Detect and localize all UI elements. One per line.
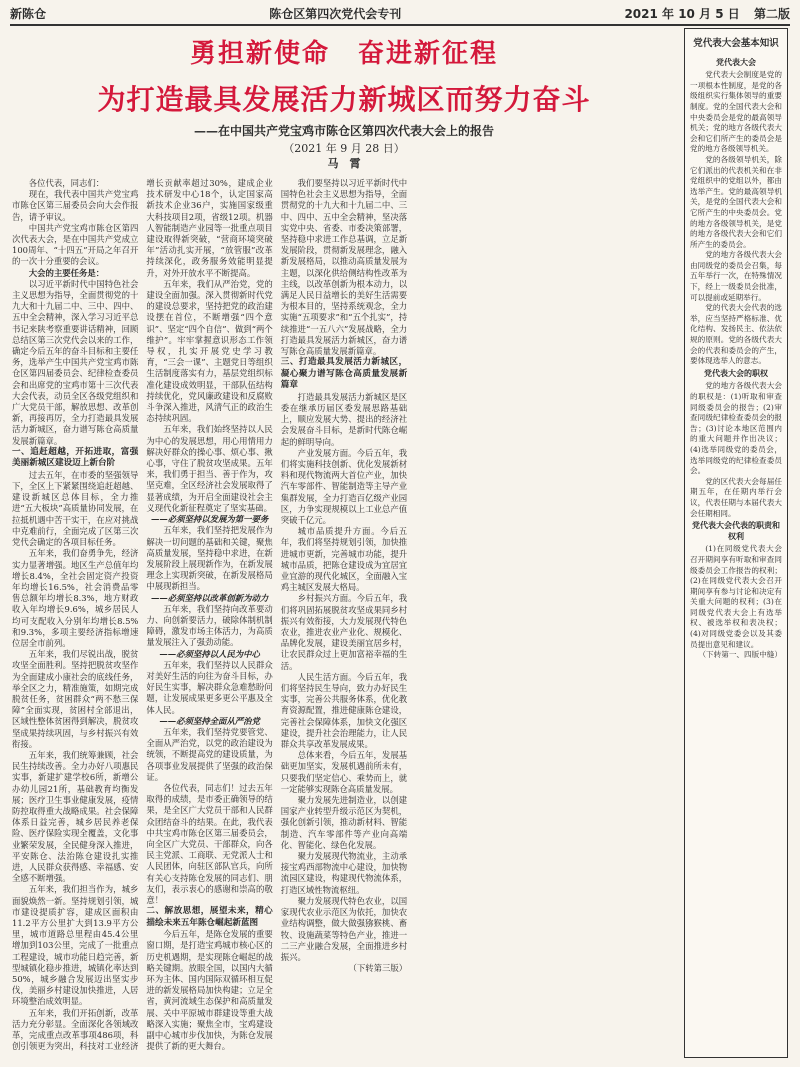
page-label: 第二版 bbox=[753, 6, 790, 21]
sidebar-section-heading: 党代表大会代表的职责和权利 bbox=[692, 521, 780, 541]
continued-note: （下转第三版） bbox=[348, 963, 408, 974]
article-paragraph: 五年来，我们担当作为，城乡面貌焕然一新。坚持规划引领，城市建设提质扩容，建成区面积由11.2平方公里扩大到13.9平方公里，城市道路总里程由45.4公里增加到103公里，完成了一批重点工程建设，城市功能日趋完善，新型城镇化稳步推进，城镇化率达到50%，城乡融合发展迈出坚实步伐，美丽乡村建设加快推进，人居环境整治成效明显。 bbox=[12, 884, 139, 1007]
article-body bbox=[12, 178, 676, 1058]
article-paragraph: 打造最具发展活力新城区是区委在继承历届区委发展思路基础上，顺应发展大势、提出的经济社会发展奋斗目标，是新时代陈仓崛起的鲜明导向。 bbox=[280, 391, 408, 447]
section-heading: 三、打造最具发展活力新城区，凝心聚力谱写陈仓高质量发展新篇章 bbox=[280, 357, 408, 391]
article-paragraph: 以习近平新时代中国特色社会主义思想为指导，全面贯彻党的十九大和十九届二中、三中、四中、五中全会精神，深入学习习近平总书记来陕考察重要讲话精神，回顾总结区第三次党代会以来的工作，确定今后五年的奋斗目标和主要任务，选举产生中国共产党宝鸡市陈仓区第四届委员会、纪律检查委员会和出席党的宝鸡市第十三次代表大会代表，动员全区各级党组织和广大党员干部，解放思想、改革创新，再接再厉，全力打造最具发展活力新城区，奋力谱写陈仓高质量发展新篇章。 bbox=[12, 278, 139, 446]
sidebar-knowledge-box bbox=[684, 28, 788, 1058]
sidebar-paragraph: (1)在同级党代表大会召开期间享有听取和审查同级委员会工作报告的权利；(2)在同级党代表大会召开期间享有参与讨论和决定有关重大问题的权利；(3)在同级党代表大会上有选举权、被选举权和表决权；(4)对同级党委会以及其委员提出意见和建议。 bbox=[690, 544, 782, 649]
special-edition-title: 陈仓区第四次党代会专刊 bbox=[269, 6, 402, 21]
article-paragraph: ——必须坚持以发展为第一要务 bbox=[150, 514, 269, 525]
article-paragraph: 今后五年，是陈仓发展的重要窗口期，是打造宝鸡城市核心区的历史机遇期，是实现陈仓崛起的战略关键期。放眼全国，以国内大循环为主体、国内国际双循环相互促进的新发展格局加快构建；立足全省，黄河流域生态保护和高质量发展、关中平原城市群建设等重大战略深入实施；聚焦全市，宝鸡建设副中心城市步伐加快，为陈仓发展提供了新的更大舞台。 bbox=[146, 929, 273, 1052]
article-paragraph: 五年来，我们始终坚持以人民为中心的发展思想，用心用情用力解决好群众的操心事、烦心事、揪心事，守住了脱贫攻坚成果。五年来，我们勇于担当、善于作为，攻坚克难，全区经济社会发展取得了显著成绩，为开启全面建设社会主义现代化新征程奠定了坚实基础。 bbox=[146, 424, 273, 513]
article-paragraph: ——必须坚持以人民为中心 bbox=[159, 648, 260, 659]
article-paragraph: 城市品质提升方面。今后五年，我们将坚持规划引领，加快推进城市更新，完善城市功能，提升城市品质，把陈仓建设成为宜居宜业宜游的现代化城区，全面融入宝鸡主城区发展大格局。 bbox=[280, 526, 408, 593]
article-paragraph: 五年来，我们坚持党要管党、全面从严治党，以党的政治建设为统领，不断提高党的建设质量，为各项事业发展提供了坚强的政治保证。 bbox=[146, 726, 273, 782]
masthead bbox=[10, 4, 790, 22]
section-heading: 一、追赶超越，开拓进取，富强美丽新城区建设迈上新台阶 bbox=[12, 446, 139, 469]
sidebar-title: 党代表大会基本知识 bbox=[693, 38, 779, 49]
article-paragraph: 聚力发展先进制造业，以创建国家产业转型升级示范区为契机，强化创新引领，推动新材料、智能制造、汽车零部件等产业向高端化、智能化、绿色化发展。 bbox=[280, 795, 408, 850]
sidebar-sections bbox=[690, 58, 782, 651]
headline-subtitle: ——在中国共产党宝鸡市陈仓区第四次代表大会上的报告 bbox=[193, 124, 494, 138]
article-paragraph bbox=[12, 268, 138, 279]
article-paragraph: 产业发展方面。今后五年，我们将实施科技创新、优化发展新材料和现代物流两大首位产业，加快汽车零部件、智能制造等主导产业集群发展，全力打造百亿级产业园区，力争实现规模以上工业总产值突破千亿元。 bbox=[280, 447, 408, 525]
section-heading: 二、解放思想，展望未来，精心描绘未来五年陈仓崛起新蓝图 bbox=[146, 906, 273, 928]
sidebar-paragraph: 党代表大会制度是党的一项根本性制度，是党的各级组织实行集体领导的重要制度。党的全国代表大会和中央委员会是党的最高领导机关；党的地方各级代表大会和它们所产生的委员会是党的地方各级领导机关。 bbox=[690, 70, 782, 154]
article-paragraph: 我们要坚持以习近平新时代中国特色社会主义思想为指导，全面贯彻党的十九大和十九届二中、三中、四中、五中全会精神，坚决落实党中央、省委、市委决策部署，坚持稳中求进工作总基调，立足新发展阶段，贯彻新发展理念，融入新发展格局，以推动高质量发展为主题，以深化供给侧结构性改革为主线，以改革创新为根本动力，以满足人民日益增长的美好生活需要为根本目的，坚持系统观念，全力实施“五项要求”和“五个扎实”，持续推进“一五八六”发展战略，全力打造最具发展活力新城区，奋力谱写陈仓高质量发展新篇章。 bbox=[280, 178, 408, 357]
article-paragraph: 中国共产党宝鸡市陈仓区第四次代表大会，是在中国共产党成立100周年、“十四五”开局之年召开的一次十分重要的会议。 bbox=[12, 222, 139, 267]
newspaper-name: 新陈仓 bbox=[10, 6, 47, 21]
article-paragraph: 五年来，我们奋勇争先，经济实力显著增强。地区生产总值年均增长8.4%，全社会固定资产投资年均增长16.5%，社会消费品零售总额年均增长8.3%，地方财政收入年均增长9.6%，城乡居民人均可支配收入分别年均增长8.5%和9.3%，多项主要经济指标增速位居全市前列。 bbox=[12, 548, 139, 648]
article-paragraph: 五年来，我们统筹兼顾，社会民生持续改善。全力办好八项惠民实事，新建扩建学校6所，新增公办幼儿园21所，基础教育均衡发展；医疗卫生事业健康发展，疫情防控取得重大战略成果。社会保障体系日益完善，城乡居民养老保险、医疗保险实现全覆盖，文化事业繁荣发展，全民健身深入推进，平安陈仓、法治陈仓建设扎实推进，人民群众获得感、幸福感、安全感不断增强。 bbox=[12, 749, 139, 884]
article-paragraph: ——必须坚持以改革创新为动力 bbox=[150, 592, 269, 603]
report-date: （2021 年 9 月 28 日） bbox=[283, 142, 405, 155]
author: 马 霄 bbox=[327, 157, 361, 170]
sidebar-paragraph: 党的地方各级代表大会由同级党的委员会召集，每五年举行一次，在特殊情况下，经上一级委员会批准，可以提前或延期举行。 bbox=[690, 250, 782, 302]
sidebar-paragraph: 党的区代表大会每届任期五年，在任期内举行会议，代表任期与本届代表大会任期相同。 bbox=[690, 476, 782, 518]
article-paragraph: 五年来，我们坚持向改革要动力、向创新要活力，破除体制机制障碍，激发市场主体活力，为高质量发展注入了强劲动能。 bbox=[146, 603, 273, 648]
sidebar-section-heading: 党代表大会 bbox=[716, 57, 756, 67]
sidebar-paragraph: 党的代表大会代表的选举，应当坚持严格标准、优化结构、发扬民主、依法依规的原则。党的各级代表大会的代表和委员会的产生，要体现选举人的意志。 bbox=[690, 303, 782, 366]
headline-line-2: 为打造最具发展活力新城区而努力奋斗 bbox=[97, 83, 591, 116]
masthead-rule bbox=[10, 24, 790, 26]
sidebar-paragraph: 党的地方各级代表大会的职权是：(1)听取和审查同级委员会的报告；(2)审查同级纪律检查委员会的报告；(3)讨论本地区范围内的重大问题并作出决议；(4)选举同级党的委员会，选举同级党的纪律检查委员会。 bbox=[690, 381, 782, 476]
article-paragraph: 聚力发展现代特色农业，以国家现代农业示范区为依托，加快农业结构调整，做大做强猕猴桃、畜牧、设施蔬菜等特色产业，推进一二三产业融合发展，全面推进乡村振兴。 bbox=[280, 895, 408, 962]
article-paragraph: 五年来，我们从严治党，党的建设全面加强。深入贯彻新时代党的建设总要求，坚持把党的政治建设摆在首位，不断增强“四个意识”、坚定“四个自信”、做到“两个维护”。牢牢掌握意识形态工作领导权，扎实开展党史学习教育，“三会一课”、主题党日等组织生活制度落实有力，基层党组织标准化建设成效明显，干部队伍结构持续优化，党风廉政建设和反腐败斗争深入推进，风清气正的政治生态持续巩固。 bbox=[146, 278, 273, 424]
issue-date-page bbox=[624, 5, 790, 22]
sidebar-continued-note: （下转第一、四版中缝） bbox=[698, 650, 782, 660]
sidebar-section-heading: 党代表大会的职权 bbox=[704, 368, 768, 378]
article-paragraph: 聚力发展现代物流业，主动承接宝鸡西部物流中心建设，加快物流园区建设，构建现代物流体系，打造区域性物流枢纽。 bbox=[280, 851, 408, 895]
article-paragraph: 五年来，我们坚持以人民群众对美好生活的向往为奋斗目标，办好民生实事，解决群众急难愁盼问题，让发展成果更多更公平惠及全体人民。 bbox=[146, 659, 273, 715]
sidebar-paragraph: 党的各级领导机关，除它们派出的代表机关和在非党组织中的党组以外，都由选举产生。党的最高领导机关，是党的全国代表大会和它所产生的中央委员会。党的地方各级领导机关，是党的地方各级代表大会和它们所产生的委员会。 bbox=[690, 154, 782, 249]
headline-line-1: 勇担新使命 奋进新征程 bbox=[189, 39, 498, 69]
article-paragraph: 五年来，我们坚持把发展作为解决一切问题的基础和关键，聚焦高质量发展，坚持稳中求进，在新发展阶段上展现新作为，在新发展理念上实现新突破，在新发展格局中展现新担当。 bbox=[146, 525, 273, 592]
bold-lead: 大会的主要任务是： bbox=[28, 267, 105, 278]
article-paragraph: ——必须坚持全面从严治党 bbox=[159, 715, 260, 726]
article-paragraph: 各位代表，同志们！过去五年取得的成绩，是市委正确领导的结果，是全区广大党员干部和人民群众团结奋斗的结果。在此，我代表中共宝鸡市陈仓区第三届委员会，向全区广大党员、干部群众，向各民主党派、工商联、无党派人士和人民团体，向驻区部队官兵，向所有关心支持陈仓发展的同志们、朋友们，表示衷心的感谢和崇高的敬意！ bbox=[146, 782, 273, 905]
article-paragraph: 总体来看，今后五年，发展基础更加坚实，发展机遇前所未有，只要我们坚定信心、乘势而上，就一定能够实现陈仓高质量发展。 bbox=[280, 750, 408, 794]
article-paragraph: 五年来，我们开拓创新，改革活力充分彰显。全面深化各领域改革，完成重点改革事项486项，科创引领更为突出，科技对工业经济增长贡献率超过30%，建成企业技术研发中心18个，认定国家高新技术企业36户，实施国家级重大科技项目2项，省级12项。机器人智能制造产业园等一批重点项目建设取得新突破，“营商环境突破年”活动扎实开展，“放管服”改革持续深化，政务服务效能明显提升，对外开放水平不断提高。 bbox=[12, 178, 273, 1052]
article-paragraph: 乡村振兴方面。今后五年，我们将巩固拓展脱贫攻坚成果同乡村振兴有效衔接，大力发展现代特色农业，推进农业产业化、规模化、品牌化发展，建设美丽宜居乡村，让农民群众过上更加富裕幸福的生活。 bbox=[280, 593, 408, 671]
issue-date: 2021 年 10 月 5 日 bbox=[624, 6, 740, 21]
article-paragraph: 过去五年，在市委的坚强领导下，全区上下紧紧围绕追赶超越、建设新城区总体目标，全力推进“五大板块”高质量协同发展，在拉抵机遇中苦干实干，在应对挑战中克难前行，全面完成了区第三次党代会确定的各项目标任务。 bbox=[12, 469, 139, 548]
article-paragraph: 五年来，我们尽锐出战，脱贫攻坚全面胜利。坚持把脱贫攻坚作为全面建成小康社会的底线任务，举全区之力，精准施策，如期完成脱贫任务，贫困群众“两不愁三保障”全面实现，贫困村全部退出，区域性整体贫困得到解决，脱贫攻坚成果持续巩固，与乡村振兴有效衔接。 bbox=[12, 649, 139, 749]
article-paragraph: 人民生活方面。今后五年，我们将坚持民生导向，致力办好民生实事，完善公共服务体系，优化教育资源配置，推进健康陈仓建设，完善社会保障体系，加快文化强区建设，提升社会治理能力，让人民群众共享改革发展成果。 bbox=[280, 671, 408, 750]
article-paragraph: 现在，我代表中国共产党宝鸡市陈仓区第三届委员会向大会作报告，请予审议。 bbox=[12, 189, 139, 222]
article-paragraph: 各位代表，同志们： bbox=[28, 178, 105, 188]
